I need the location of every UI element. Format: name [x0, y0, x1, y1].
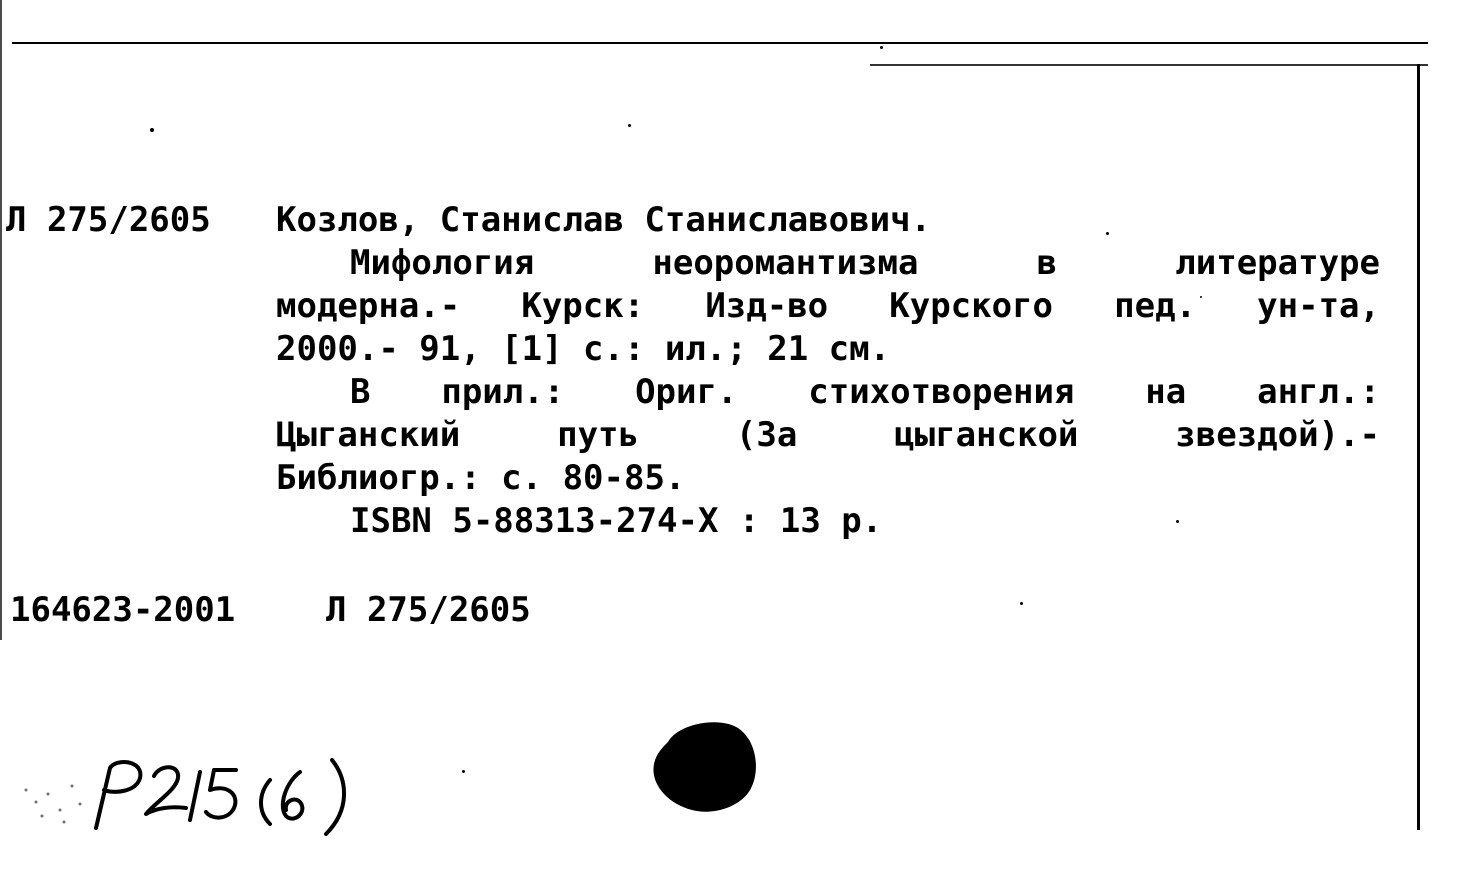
call-number: Л 275/2605 — [6, 200, 211, 240]
title-word: Мифология — [350, 243, 535, 283]
note-word: англ.: — [1257, 372, 1380, 412]
note-word: на — [1145, 372, 1187, 412]
title-word: Курск: — [521, 286, 645, 326]
speck — [1176, 520, 1179, 523]
title-line-2 — [276, 286, 1380, 326]
left-border — [0, 0, 2, 640]
note-word: звездой).- — [1175, 415, 1380, 455]
title-word: литературе — [1175, 243, 1380, 283]
bibliography-line: Библиогр.: с. 80-85. — [276, 458, 686, 498]
imprint-line: 2000.- 91, [1] с.: ил.; 21 см. — [276, 329, 891, 369]
inventory-number: 164623-2001 — [10, 590, 236, 630]
title-word: модерна.- — [276, 286, 461, 326]
title-word: пед. — [1114, 286, 1197, 326]
call-number-repeat: Л 275/2605 — [326, 590, 531, 630]
handwritten-shelf-mark — [14, 750, 374, 840]
note-word: стихотворения — [808, 372, 1075, 412]
speck — [462, 770, 465, 773]
speck — [1200, 296, 1202, 298]
speck — [1020, 602, 1023, 605]
note-word: В — [350, 372, 371, 412]
note-word: Цыганский — [276, 415, 461, 455]
title-word: неоромантизма — [652, 243, 919, 283]
right-border — [1417, 64, 1420, 830]
title-word: ун-та, — [1257, 286, 1380, 326]
punch-hole — [648, 716, 762, 816]
speck — [628, 124, 631, 127]
note-word: цыганской — [894, 415, 1079, 455]
note-word: (За — [735, 415, 798, 455]
speck — [1106, 232, 1109, 235]
speck — [880, 46, 883, 49]
note-word: Ориг. — [635, 372, 738, 412]
isbn-line: ISBN 5-88313-274-X : 13 р. — [350, 501, 883, 541]
title-word: в — [1036, 243, 1058, 283]
note-word: путь — [557, 415, 639, 455]
title-word: Курского — [889, 286, 1054, 326]
top-rule-thin — [870, 64, 1428, 66]
note-line-1 — [350, 372, 1380, 412]
top-rule — [12, 42, 1428, 44]
title-line-1 — [350, 243, 1380, 283]
speck — [150, 128, 154, 132]
author-heading: Козлов, Станислав Станиславович. — [276, 200, 932, 240]
note-word: прил.: — [441, 372, 565, 412]
note-line-2 — [276, 415, 1380, 455]
title-word: Изд-во — [705, 286, 829, 326]
